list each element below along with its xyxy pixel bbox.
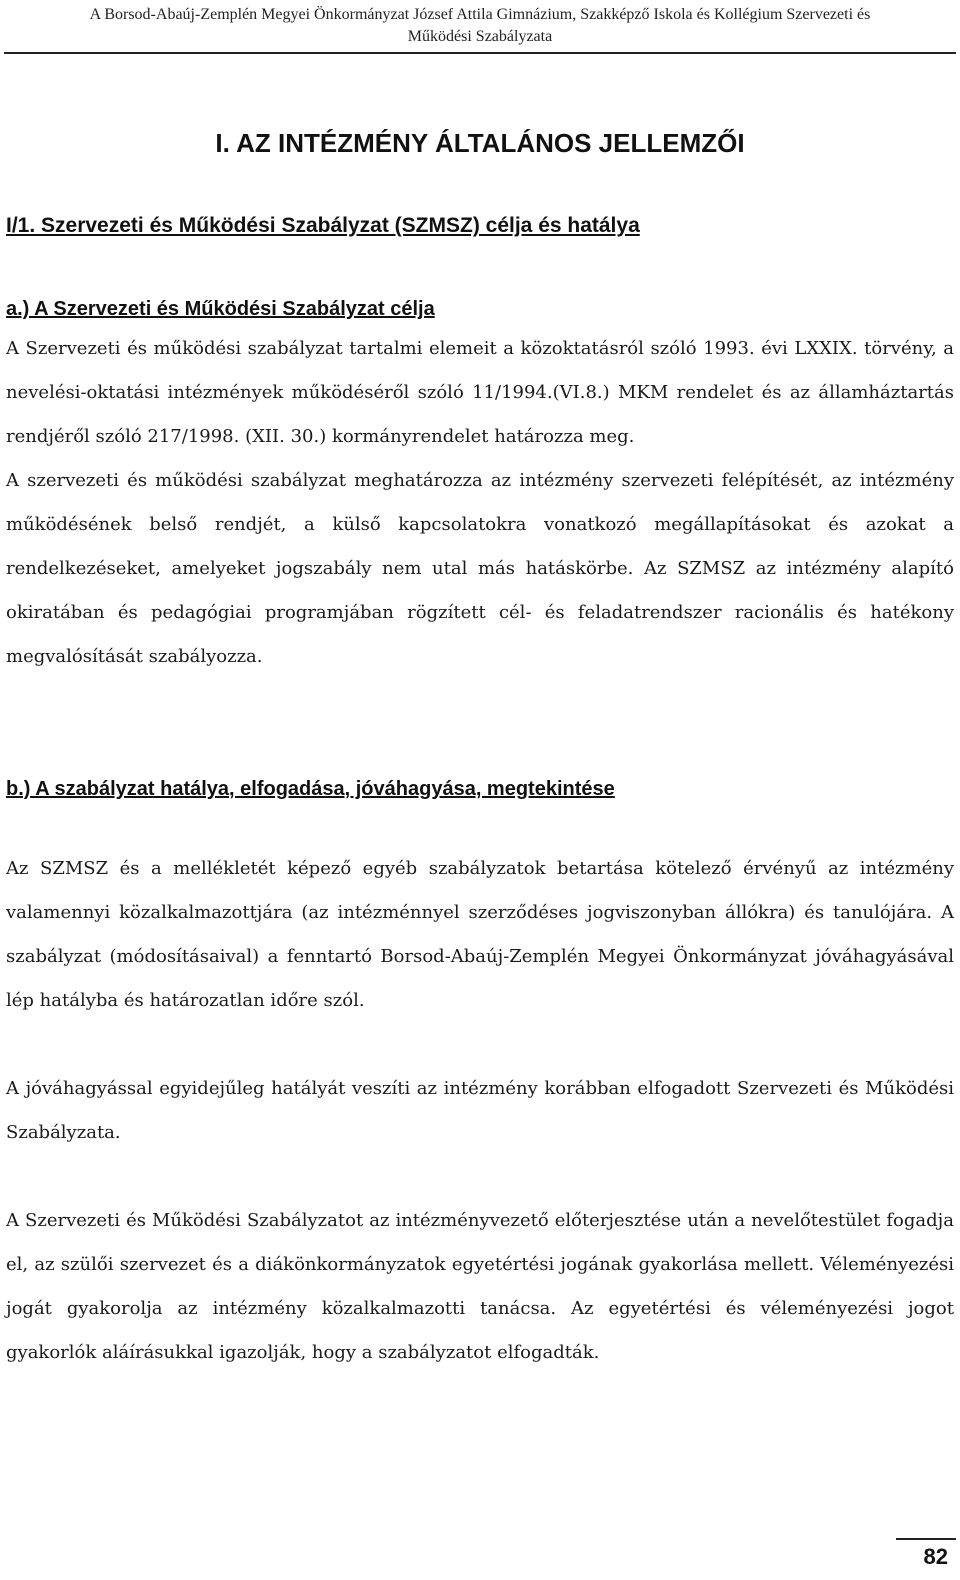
section-b-paragraph-2: A jóváhagyással egyidejűleg hatályát veszíti az intézmény korábban elfogadott Szervezeti és Működési Szabályzata. xyxy=(6,1078,954,1143)
section-a-heading: a.) A Szervezeti és Működési Szabályzat célja xyxy=(6,298,435,320)
header-rule xyxy=(4,52,956,54)
section-a-paragraph-1: A Szervezeti és működési szabályzat tartalmi elemeit a közoktatásról szóló 1993. évi LXXIX. törvény, a nevelési-oktatási intézmények működéséről szóló 11/1994.(VI.8.) MKM rendelet és az államháztartás rendjéről szóló 217/1998. (XII. 30.) kormányrendelet határozza meg. xyxy=(6,338,954,447)
section-a-paragraph-2: A szervezeti és működési szabályzat meghatározza az intézmény szervezeti felépítését, az intézmény működésének belső rendjét, a külső kapcsolatokra vonatkozó megállapításokat és azokat a rendelkezéseket, amelyeket jogszabály nem utal más hatáskörbe. Az SZMSZ az intézmény alapító okiratában és pedagógiai programjában rögzített cél- és feladatrendszer racionális és hatékony megvalósítását szabályozza. xyxy=(6,470,954,667)
page-number: 82 xyxy=(923,1544,948,1569)
page-header xyxy=(0,0,960,50)
header-line-2: Működési Szabályzata xyxy=(407,28,553,45)
chapter-title: I. AZ INTÉZMÉNY ÁLTALÁNOS JELLEMZŐI xyxy=(215,128,745,158)
section-b-paragraph-3: A Szervezeti és Működési Szabályzatot az intézményvezető előterjesztése után a nevelőtestület fogadja el, az szülői szervezet és a diákönkormányzatok egyetértési jogának gyakorlása mellett. Véleményezési jogát gyakorolja az intézmény közalkalmazotti tanácsa. Az egyetértési és véleményezési jogot gyakorlók aláírásukkal igazolják, hogy a szabályzatot elfogadták. xyxy=(6,1210,954,1363)
section-a xyxy=(6,295,954,679)
header-line-1: A Borsod-Abaúj-Zemplén Megyei Önkormányzat József Attila Gimnázium, Szakképző Iskola és Kollégium Szervezeti és xyxy=(89,6,871,23)
subsection-title: I/1. Szervezeti és Működési Szabályzat (SZMSZ) célja és hatálya xyxy=(6,214,640,237)
section-b-heading: b.) A szabályzat hatálya, elfogadása, jóváhagyása, megtekintése xyxy=(6,778,615,800)
page-footer xyxy=(896,1538,956,1578)
section-b-paragraph-1: Az SZMSZ és a mellékletét képező egyéb szabályzatok betartása kötelező érvényű az intézmény valamennyi közalkalmazottjára (az intézménnyel szerződéses jogviszonyban állókra) és tanulójára. A szabályzat (módosításaival) a fenntartó Borsod-Abaúj-Zemplén Megyei Önkormányzat jóváhagyásával lép hatályba és határozatlan időre szól. xyxy=(6,858,954,1011)
section-b xyxy=(6,775,954,1375)
footer-rule xyxy=(896,1538,956,1540)
